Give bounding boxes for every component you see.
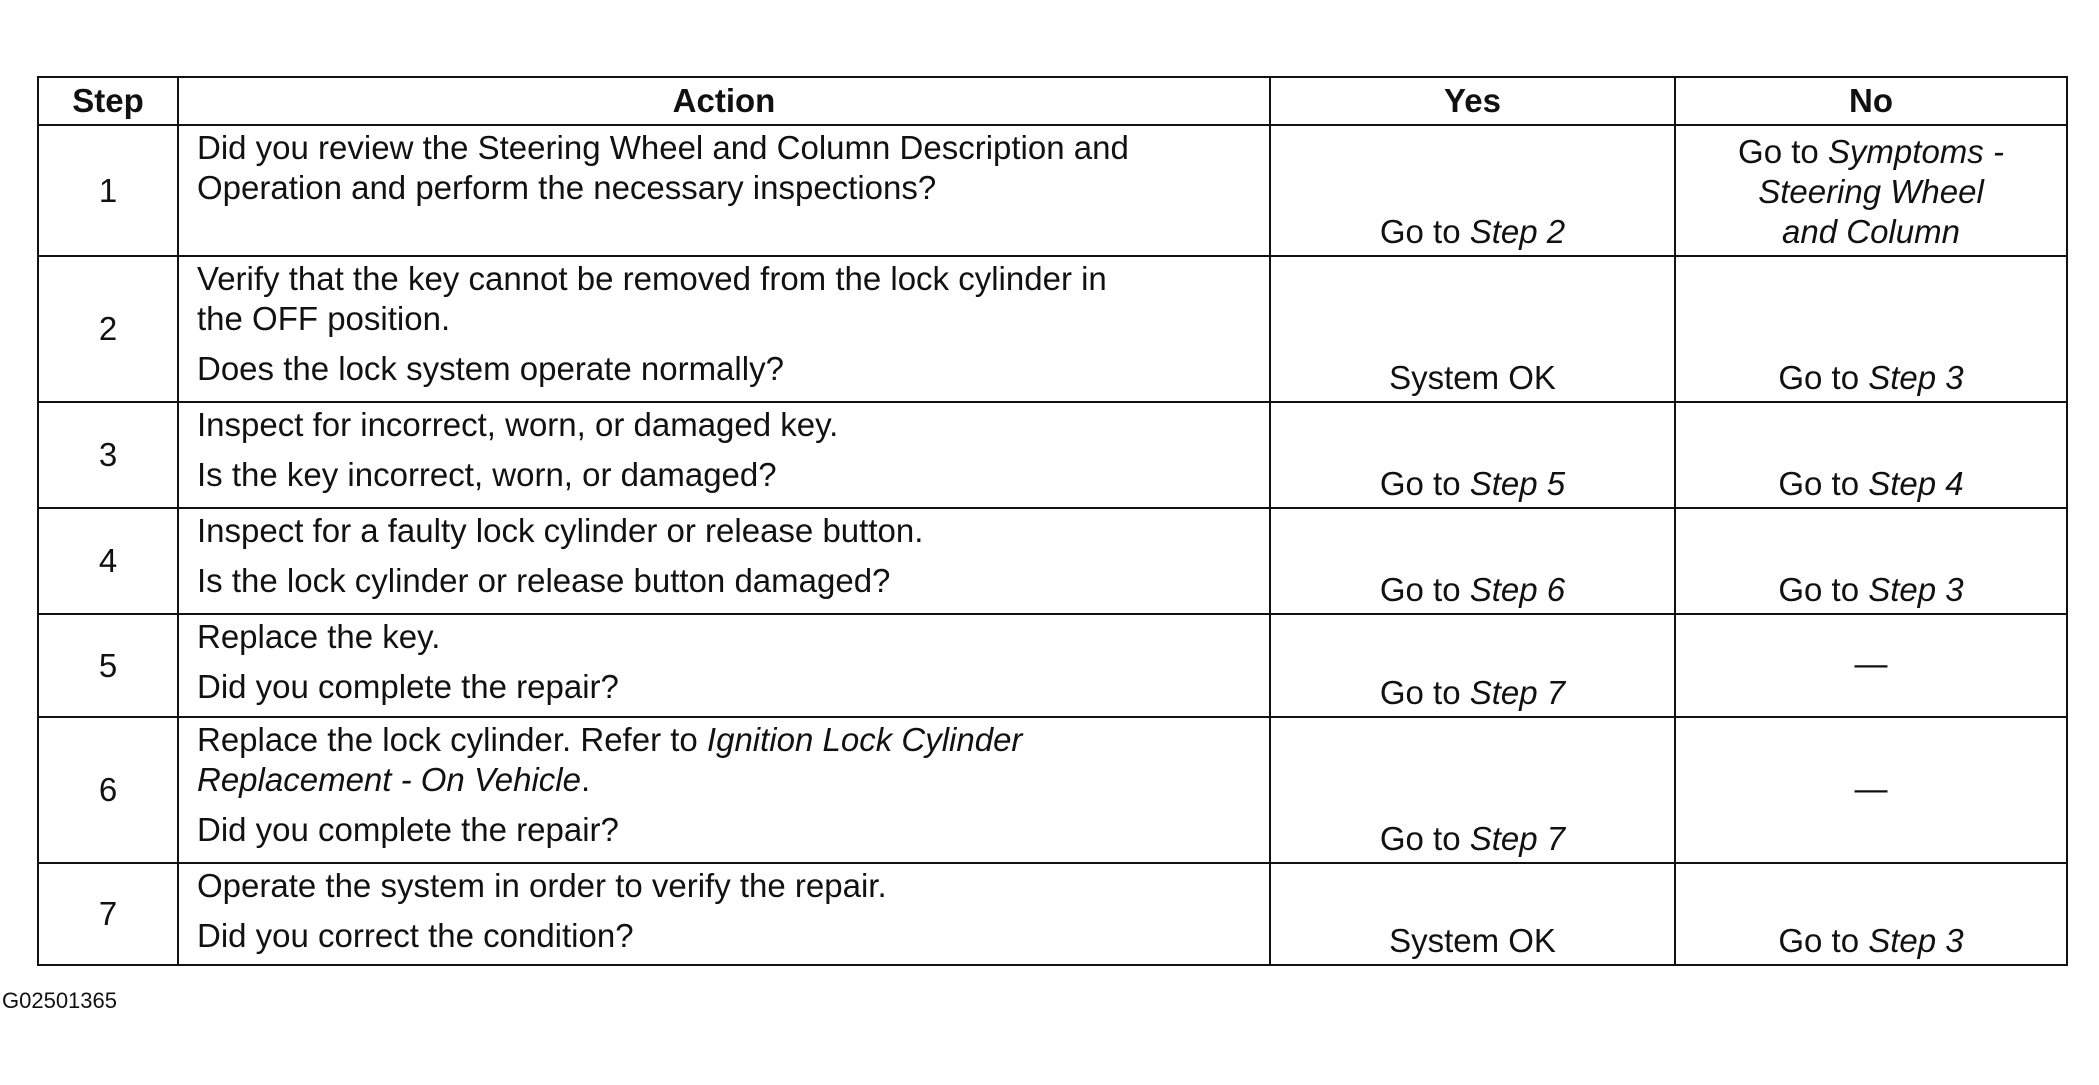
procedure-reference-link[interactable]: Replacement - On Vehicle xyxy=(197,761,581,798)
no-cell xyxy=(1675,863,2067,965)
action-text: Operate the system in order to verify the repair. xyxy=(197,867,887,904)
no-cell xyxy=(1675,402,2067,508)
action-prefix: Replace the lock cylinder. Refer to xyxy=(197,721,707,758)
no-cell: — xyxy=(1675,717,2067,863)
action-cell xyxy=(178,402,1270,508)
no-cell xyxy=(1675,256,2067,402)
no-line xyxy=(1738,133,2004,170)
table-row xyxy=(38,402,2067,508)
step-number: 7 xyxy=(38,863,178,965)
action-cell xyxy=(178,256,1270,402)
yes-prefix: Go to xyxy=(1379,571,1470,608)
no-step-link[interactable]: Step 3 xyxy=(1868,359,1964,396)
action-text xyxy=(197,760,1251,800)
table-row xyxy=(38,508,2067,614)
yes-step-link[interactable]: Step 7 xyxy=(1469,674,1566,711)
yes-prefix: Go to xyxy=(1379,465,1470,502)
no-step-link[interactable]: Step 3 xyxy=(1868,922,1964,959)
no-symptoms-link[interactable]: Symptoms - xyxy=(1827,133,2004,170)
yes-step-link[interactable]: Step 7 xyxy=(1469,820,1566,857)
action-text: Inspect for a faulty lock cylinder or release button. xyxy=(197,512,924,549)
step-number: 5 xyxy=(38,614,178,717)
no-symptoms-link[interactable]: Steering Wheel xyxy=(1758,173,1984,210)
header-row xyxy=(38,77,2067,125)
yes-prefix: Go to xyxy=(1379,820,1470,857)
step-number: 4 xyxy=(38,508,178,614)
table-row xyxy=(38,256,2067,402)
yes-cell xyxy=(1270,614,1675,717)
header-yes: Yes xyxy=(1270,77,1675,125)
action-question: Did you complete the repair? xyxy=(197,668,619,705)
no-cell xyxy=(1675,125,2067,256)
action-suffix: . xyxy=(580,761,591,798)
yes-prefix: Go to xyxy=(1379,674,1470,711)
no-step-link[interactable]: Step 4 xyxy=(1868,465,1964,502)
action-text: Operation and perform the necessary inspections? xyxy=(197,169,937,206)
action-question: Did you complete the repair? xyxy=(197,811,619,848)
yes-step-link[interactable]: Step 2 xyxy=(1469,213,1566,250)
table-row xyxy=(38,717,2067,863)
table-row xyxy=(38,863,2067,965)
action-text xyxy=(197,720,1251,760)
action-cell xyxy=(178,717,1270,863)
action-cell xyxy=(178,508,1270,614)
diagnostic-table xyxy=(37,76,2068,966)
no-step-link[interactable]: Step 3 xyxy=(1868,571,1964,608)
yes-prefix: Go to xyxy=(1379,213,1470,250)
header-no: No xyxy=(1675,77,2067,125)
step-number: 2 xyxy=(38,256,178,402)
action-question: Is the lock cylinder or release button damaged? xyxy=(197,562,891,599)
step-number: 1 xyxy=(38,125,178,256)
table-row xyxy=(38,614,2067,717)
action-text: Verify that the key cannot be removed from the lock cylinder in xyxy=(197,260,1107,297)
figure-id: G02501365 xyxy=(2,988,117,1013)
header-action: Action xyxy=(178,77,1270,125)
no-prefix: Go to xyxy=(1778,922,1869,959)
yes-cell xyxy=(1270,717,1675,863)
action-question: Is the key incorrect, worn, or damaged? xyxy=(197,456,777,493)
no-prefix: Go to xyxy=(1778,571,1869,608)
header-step: Step xyxy=(38,77,178,125)
no-prefix: Go to xyxy=(1778,465,1869,502)
yes-cell xyxy=(1270,402,1675,508)
yes-cell xyxy=(1270,508,1675,614)
no-cell xyxy=(1675,508,2067,614)
action-text: the OFF position. xyxy=(197,300,451,337)
step-number: 6 xyxy=(38,717,178,863)
no-cell: — xyxy=(1675,614,2067,717)
step-number: 3 xyxy=(38,402,178,508)
action-text: Did you review the Steering Wheel and Column Description and xyxy=(197,129,1129,166)
yes-cell: System OK xyxy=(1270,256,1675,402)
action-cell xyxy=(178,863,1270,965)
yes-step-link[interactable]: Step 6 xyxy=(1469,571,1566,608)
procedure-reference-link[interactable]: Ignition Lock Cylinder xyxy=(706,721,1023,758)
action-question: Does the lock system operate normally? xyxy=(197,350,784,387)
action-cell xyxy=(178,614,1270,717)
table-row xyxy=(38,125,2067,256)
no-prefix: Go to xyxy=(1738,133,1828,170)
no-prefix: Go to xyxy=(1778,359,1869,396)
action-question: Did you correct the condition? xyxy=(197,917,634,954)
action-text: Replace the key. xyxy=(197,618,441,655)
no-symptoms-link[interactable]: and Column xyxy=(1782,213,1960,250)
yes-step-link[interactable]: Step 5 xyxy=(1469,465,1566,502)
yes-cell: System OK xyxy=(1270,863,1675,965)
action-text: Inspect for incorrect, worn, or damaged key. xyxy=(197,406,839,443)
yes-cell xyxy=(1270,125,1675,256)
action-cell xyxy=(178,125,1270,256)
